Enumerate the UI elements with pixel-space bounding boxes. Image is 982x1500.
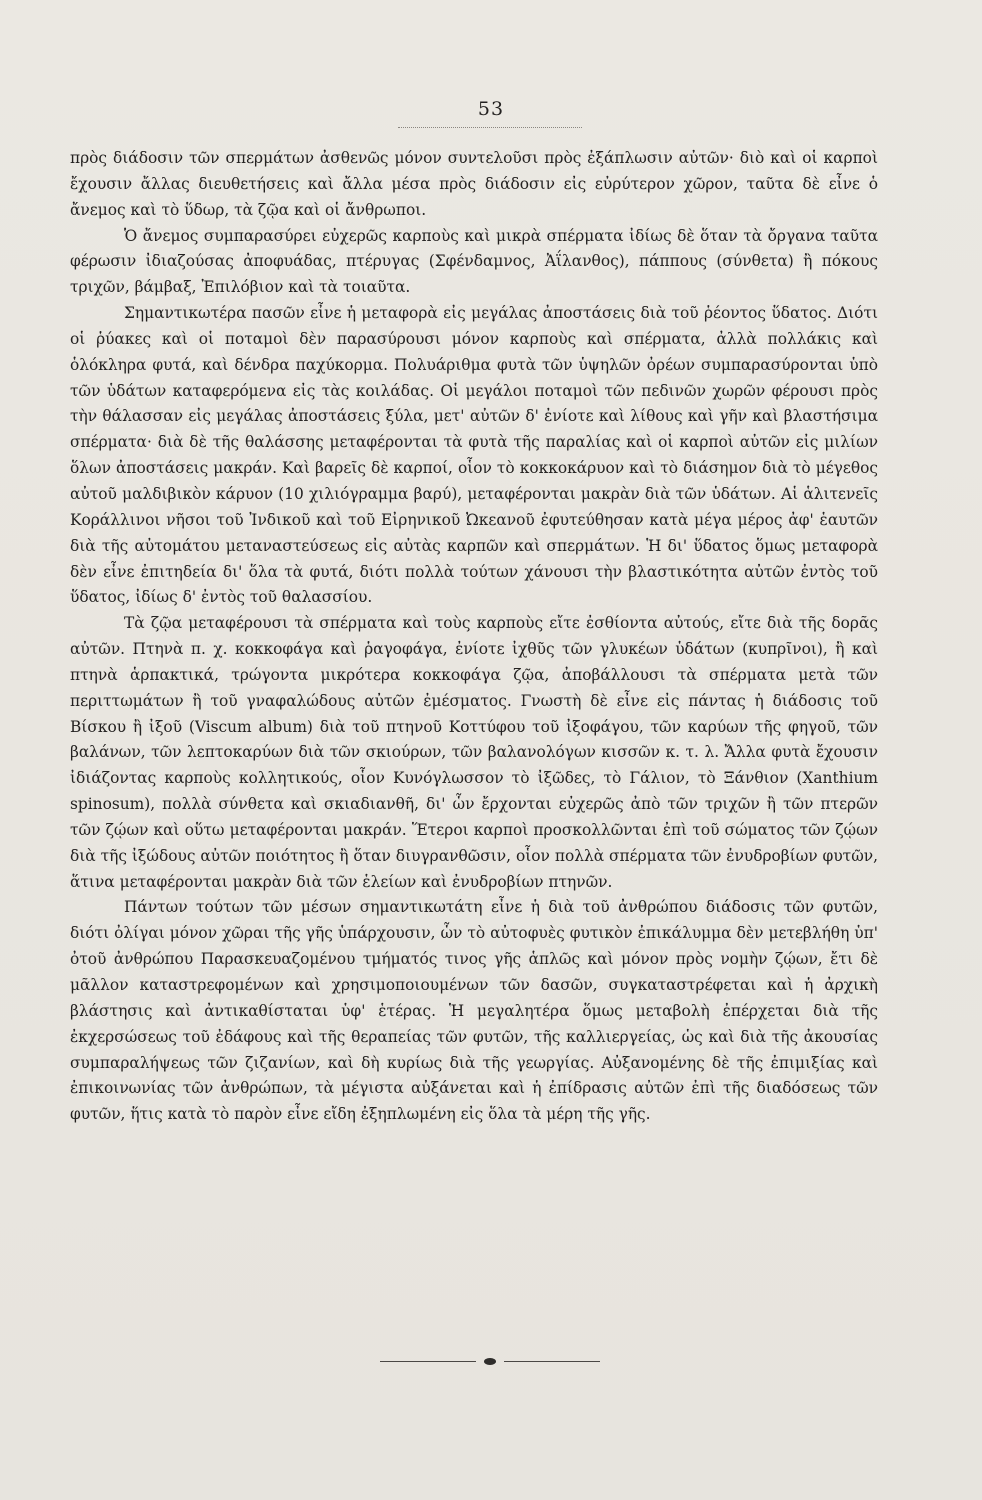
ornament-dot [484, 1358, 496, 1365]
ornament-line-right [504, 1361, 600, 1362]
page-number: 53 [477, 98, 505, 120]
paragraph-wind: Ὁ ἄνεμος συμπαρασύρει εὐχερῶς καρποὺς καὶ μικρὰ σπέρματα ἰδίως δὲ ὅταν τὰ ὄργανα ταῦτα φέρωσιν ἰδιαζούσας ἀποφυάδας, πτέρυγας (Σφένδαμνος, Ἀΐλανθος), πάππους (σύνθετα) ἢ πόκους τριχῶν, βάμβαξ, Ἐπιλόβιον καὶ τὰ τοιαῦτα. [70, 226, 878, 297]
paragraph-water: Σημαντικωτέρα πασῶν εἶνε ἡ μεταφορὰ εἰς μεγάλας ἀποστάσεις διὰ τοῦ ῥέοντος ὕδατος. Διότι οἱ ῥύακες καὶ οἱ ποταμοὶ δὲν παρασύρουσι μόνον καρποὺς καὶ σπέρματα, ἀλλὰ πολλάκις καὶ ὁλόκληρα φυτά, καὶ δένδρα παχύκορμα. Πολυάριθμα φυτὰ τῶν ὑψηλῶν ὀρέων συμπαρασύρονται ὑπὸ τῶν ὑδάτων καταφερόμενα εἰς τὰς κοιλάδας. Οἱ μεγάλοι ποταμοὶ τῶν πεδινῶν χωρῶν φέρουσι πρὸς τὴν θάλασσαν εἰς μεγάλας ἀποστάσεις ξύλα, μετ' αὐτῶν δ' ἐνίοτε καὶ λίθους καὶ γῆν καὶ βλαστήσιμα σπέρματα· διὰ δὲ τῆς θαλάσσης μεταφέρονται τὰ φυτὰ τῆς παραλίας καὶ οἱ καρποὶ αὐτῶν εἰς μιλίων ὅλων ἀποστάσεις μακράν. Καὶ βαρεῖς δὲ καρποί, οἷον τὸ κοκκοκάρυον καὶ τὸ διάσημον διὰ τὸ μέγεθος αὐτοῦ μαλδιβικὸν κάρυον (10 χιλιόγραμμα βαρύ), μεταφέρονται μακρὰν διὰ τῶν ὑδάτων. Αἱ ἁλιτενεῖς Κοράλλινοι νῆσοι τοῦ Ἰνδικοῦ καὶ τοῦ Εἰρηνικοῦ Ὠκεανοῦ ἐφυτεύθησαν κατὰ μέγα μέρος ἀφ' ἑαυτῶν διὰ τῆς αὐτομάτου μεταναστεύσεως εἰς αὐτὰς καρπῶν καὶ σπερμάτων. Ἡ δι' ὕδατος ὅμως μεταφορὰ δὲν εἶνε ἐπιτηδεία δι' ὅλα τὰ φυτά, διότι πολλὰ τούτων χάνουσι τὴν βλαστικότητα αὐτῶν ἐντὸς τοῦ ὕδατος, ἰδίως δ' ἐντὸς τοῦ θαλασσίου. [70, 304, 878, 607]
header-rule [398, 127, 582, 128]
body-text [70, 146, 878, 1128]
paragraph-continuation: πρὸς διάδοσιν τῶν σπερμάτων ἀσθενῶς μόνον συντελοῦσι πρὸς ἐξάπλωσιν αὐτῶν· διὸ καὶ οἱ καρποὶ ἔχουσιν ἄλλας διευθετήσεις καὶ ἄλλα μέσα πρὸς διάδοσιν εἰς εὐρύτερον χῶρον, ταῦτα δὲ εἶνε ὁ ἄνεμος καὶ τὸ ὕδωρ, τὰ ζῷα καὶ οἱ ἄνθρωποι. [70, 149, 878, 219]
paragraph-humans: Πάντων τούτων τῶν μέσων σημαντικωτάτη εἶνε ἡ διὰ τοῦ ἀνθρώπου διάδοσις τῶν φυτῶν, διότι ὀλίγαι μόνον χῶραι τῆς γῆς ὑπάρχουσιν, ὧν τὸ αὐτοφυὲς φυτικὸν ἐπικάλυμμα δὲν μετεβλήθη ὑπ' ὀτοῦ ἀνθρώπου Παρασκευαζομένου τμήματός τινος γῆς ἁπλῶς καὶ μόνον πρὸς νομὴν ζῴων, ἔτι δὲ μᾶλλον καταστρεφομένων καὶ χρησιμοποιουμένων τῶν δασῶν, συγκαταστρέφεται καὶ ἡ ἀρχικὴ βλάστησις καὶ ἀντικαθίσταται ὑφ' ἑτέρας. Ἡ μεγαλητέρα ὅμως μεταβολὴ ἐπέρχεται διὰ τῆς ἐκχερσώσεως τοῦ ἐδάφους καὶ τῆς θεραπείας τῶν φυτῶν, τῆς καλλιεργείας, ὡς καὶ διὰ τῆς ἀκουσίας συμπαραλήψεως τῶν ζιζανίων, καὶ δὴ κυρίως διὰ τῆς γεωργίας. Αὐξανομένης δὲ τῆς ἐπιμιξίας καὶ ἐπικοινωνίας τῶν ἀνθρώπων, τὰ μέγιστα αὐξάνεται καὶ ἡ ἐπίδρασις αὐτῶν ἐπὶ τῆς διαδόσεως τῶν φυτῶν, ἥτις κατὰ τὸ παρὸν εἶνε εἴδη ἐξηπλωμένη εἰς ὅλα τὰ μέρη τῆς γῆς. [70, 898, 878, 1124]
ornament-line-left [380, 1361, 476, 1362]
paragraph-animals: Τὰ ζῷα μεταφέρουσι τὰ σπέρματα καὶ τοὺς καρποὺς εἴτε ἐσθίοντα αὐτούς, εἴτε διὰ τῆς δορᾶς αὐτῶν. Πτηνὰ π. χ. κοκκοφάγα καὶ ῥαγοφάγα, ἐνίοτε ἰχθῦς τῶν γλυκέων ὑδάτων (κυπρῖνοι), ἢ καὶ πτηνὰ ἁρπακτικά, τρώγοντα μικρότερα κοκκοφάγα ζῷα, ἀποβάλλουσι τὰ σπέρματα μετὰ τῶν περιττωμάτων ἢ τοῦ γναφαλώδους αὐτῶν ἐμέσματος. Γνωστὴ δὲ εἶνε εἰς πάντας ἡ διάδοσις τοῦ Βίσκου ἢ ἰξοῦ (Viscum album) διὰ τοῦ πτηνοῦ Κοττύφου τοῦ ἰξοφάγου, τῶν καρύων τῆς φηγοῦ, τῶν βαλάνων, τῶν λεπτοκαρύων διὰ τῶν σκιούρων, τῶν βαλανολόγων κισσῶν κ. τ. λ. Ἄλλα φυτὰ ἔχουσιν ἰδιάζοντας καρποὺς κολλητικούς, οἷον Κυνόγλωσσον τὸ ἰξῶδες, τὸ Γάλιον, τὸ Ξάνθιον (Xanthium spinosum), πολλὰ σύνθετα καὶ σκιαδιανθῆ, δι' ὧν ἔρχονται εὐχερῶς ἀπὸ τῶν τριχῶν ἢ τῶν πτερῶν τῶν ζῴων καὶ οὕτω μεταφέρονται μακράν. Ἕτεροι καρποὶ προσκολλῶνται ἐπὶ τοῦ σώματος τῶν ζῴων διὰ τῆς ἰξώδους αὐτῶν ποιότητος ἢ ὅταν διυγρανθῶσιν, οἷον πολλὰ σπέρματα τῶν ἐνυδροβίων φυτῶν, ἅτινα μεταφέρονται μακρὰν διὰ τῶν ἑλείων καὶ ἐνυδροβίων πτηνῶν. [70, 614, 878, 891]
end-ornament [380, 1358, 600, 1366]
